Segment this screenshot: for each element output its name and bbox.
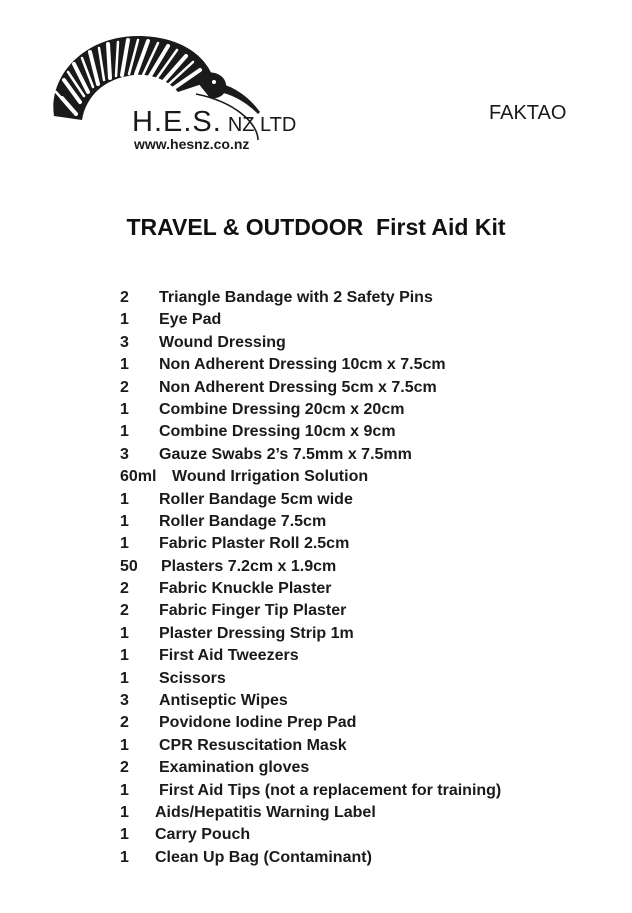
product-code: FAKTAO (489, 102, 567, 124)
list-item (120, 735, 620, 757)
list-item (120, 690, 620, 712)
item-description: First Aid Tips (not a replacement for training) (159, 781, 502, 799)
list-item (120, 712, 620, 734)
item-description: Carry Pouch (155, 826, 251, 844)
item-quantity: 1 (120, 400, 129, 418)
list-item (120, 668, 620, 690)
list-item (120, 780, 620, 802)
item-description: Triangle Bandage with 2 Safety Pins (159, 289, 433, 306)
item-description: Combine Dressing 10cm x 9cm (159, 423, 396, 441)
list-item (120, 802, 620, 824)
item-description: Combine Dressing 20cm x 20cm (159, 400, 405, 418)
item-description: Fabric Knuckle Plaster (159, 580, 332, 598)
item-description: Non Adherent Dressing 10cm x 7.5cm (159, 356, 446, 374)
item-description: Wound Irrigation Solution (172, 468, 369, 486)
item-quantity: 3 (120, 445, 129, 463)
item-description: Plaster Dressing Strip 1m (159, 624, 354, 642)
item-quantity: 2 (120, 289, 129, 306)
item-description: Non Adherent Dressing 5cm x 7.5cm (159, 378, 437, 396)
item-description: Plasters 7.2cm x 1.9cm (161, 557, 337, 575)
kit-contents-list (120, 287, 620, 869)
item-quantity: 1 (120, 311, 129, 329)
item-description: Clean Up Bag (Contaminant) (155, 848, 372, 866)
item-description: Povidone Iodine Prep Pad (159, 714, 357, 732)
list-item (120, 847, 620, 869)
list-item (120, 332, 620, 354)
logo-brand-name (132, 106, 296, 139)
item-quantity: 1 (120, 647, 129, 665)
item-quantity: 3 (120, 333, 129, 351)
list-item (120, 511, 620, 533)
item-quantity: 1 (120, 624, 129, 642)
item-quantity: 2 (120, 759, 129, 777)
logo-brand-suffix: NZ LTD (227, 114, 297, 136)
item-quantity: 1 (120, 512, 129, 530)
item-quantity: 1 (120, 356, 129, 374)
list-item (120, 578, 620, 600)
item-quantity: 1 (120, 736, 129, 754)
list-item (120, 533, 620, 555)
list-item (120, 623, 620, 645)
item-description: Fabric Finger Tip Plaster (159, 602, 347, 620)
item-quantity: 1 (120, 423, 129, 441)
list-item (120, 466, 620, 488)
logo-url: www.hesnz.co.nz (134, 136, 250, 152)
item-description: Examination gloves (159, 759, 310, 777)
list-item (120, 377, 620, 399)
item-description: First Aid Tweezers (159, 647, 299, 665)
item-description: Eye Pad (159, 311, 222, 329)
item-description: Fabric Plaster Roll 2.5cm (159, 535, 350, 553)
list-item (120, 757, 620, 779)
company-logo (46, 28, 297, 156)
list-item (120, 556, 620, 578)
list-item (120, 421, 620, 443)
item-quantity: 3 (120, 692, 129, 710)
item-description: CPR Resuscitation Mask (159, 736, 347, 754)
item-quantity: 2 (120, 714, 129, 732)
item-quantity: 1 (120, 490, 129, 508)
list-item (120, 399, 620, 421)
item-description: Antiseptic Wipes (159, 692, 288, 710)
item-quantity: 2 (120, 602, 129, 620)
item-quantity: 60ml (120, 468, 157, 486)
item-description: Gauze Swabs 2’s 7.5mm x 7.5mm (159, 445, 412, 463)
item-quantity: 1 (120, 669, 129, 687)
list-item (120, 309, 620, 331)
item-quantity: 50 (120, 557, 138, 575)
item-quantity: 1 (120, 781, 129, 799)
item-description: Roller Bandage 7.5cm (159, 512, 327, 530)
list-item (120, 354, 620, 376)
item-description: Roller Bandage 5cm wide (159, 490, 353, 508)
item-description: Aids/Hepatitis Warning Label (155, 803, 376, 821)
logo-brand: H.E.S. (132, 106, 222, 138)
item-description: Scissors (159, 669, 226, 687)
list-item (120, 600, 620, 622)
item-quantity: 1 (120, 803, 129, 821)
item-quantity: 2 (120, 378, 129, 396)
list-item (120, 287, 620, 309)
item-quantity: 2 (120, 580, 129, 598)
item-quantity: 1 (120, 848, 129, 866)
list-item (120, 444, 620, 466)
item-quantity: 1 (120, 826, 129, 844)
list-item (120, 645, 620, 667)
list-item (120, 824, 620, 846)
item-quantity: 1 (120, 535, 129, 553)
page-title: TRAVEL & OUTDOOR First Aid Kit (126, 214, 506, 240)
list-item (120, 489, 620, 511)
item-description: Wound Dressing (159, 333, 286, 351)
